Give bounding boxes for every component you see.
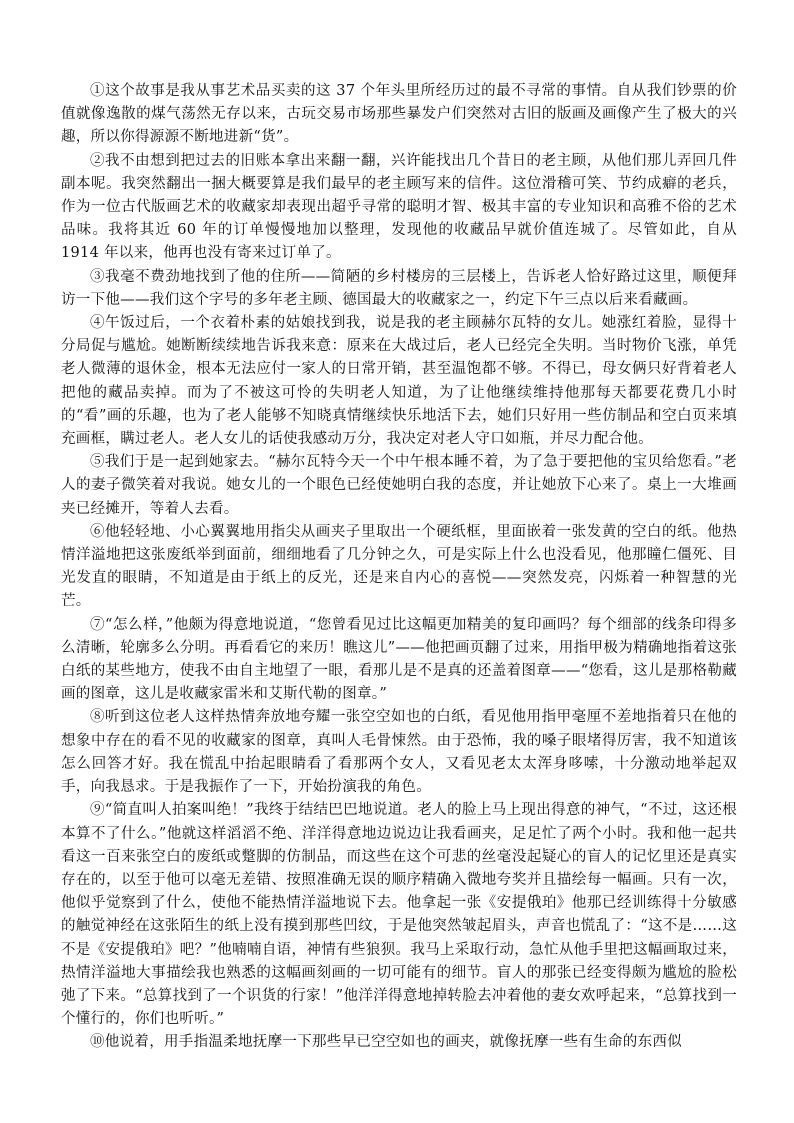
paragraph-10: ⑩他说着，用手指温柔地抚摩一下那些早已空空如也的画夹，就像抚摩一些有生命的东西似	[90, 1034, 682, 1051]
paragraph-2: ②我不由想到把过去的旧账本拿出来翻一翻，兴许能找出几个昔日的老主顾，从他们那儿弄回几件副本呢。我突然翻出一捆大概要算是我们最早的老主顾写来的信件。这位滑稽可笑、节约成癖的老兵，作为一位古代版画艺术的收藏家却表现出超乎寻常的聪明才智、极其丰富的专业知识和高雅不俗的艺术品味。我将其近 60 年的订单慢慢地加以整理，发现他的收藏品早就价值连城了。尽管如此，自从 1914 年以来，他再也没有寄来过订单了。	[61, 152, 737, 262]
paragraph-7: ⑦“怎么样，”他颇为得意地说道，“您曾看见过比这幅更加精美的复印画吗？每个细部的线条印得多么清晰，轮廓多么分明。再看看它的来历！瞧这儿”——他把画页翻了过来，用指甲极为精确地指着这张白纸的某些地方，使我不由自主地望了一眼，看那儿是不是真的还盖着图章——“您看，这儿是那格勒藏画的图章，这儿是收藏家雷米和艾斯代勒的图章。”	[61, 616, 737, 703]
paragraph-6: ⑥他轻轻地、小心翼翼地用指尖从画夹子里取出一个硬纸框，里面嵌着一张发黄的空白的纸。他热情洋溢地把这张废纸举到面前，细细地看了几分钟之久，可是实际上什么也没看见，他那瞳仁僵死、目光发直的眼睛，不知道是由于纸上的反光，还是来自内心的喜悦——突然发亮，闪烁着一种智慧的光芒。	[61, 523, 737, 610]
paragraph-5: ⑤我们于是一起到她家去。“赫尔瓦特今天一个中午根本睡不着，为了急于要把他的宝贝给您看。”老人的妻子微笑着对我说。她女儿的一个眼色已经使她明白我的态度，并让她放下心来了。桌上一大堆画夹已经摊开，等着人去看。	[61, 454, 737, 517]
paragraph-8: ⑧听到这位老人这样热情奔放地夸耀一张空空如也的白纸，看见他用指甲毫厘不差地指着只在他的想象中存在的看不见的收藏家的图章，真叫人毛骨悚然。由于恐怖，我的嗓子眼堵得厉害，我不知道该怎么回答才好。我在慌乱中抬起眼睛看了看那两个女人，又看见老太太浑身哆嗦，十分激动地举起双手，向我恳求。于是我振作了一下，开始扮演我的角色。	[61, 709, 737, 796]
article-body	[61, 80, 737, 1055]
paragraph-1: ①这个故事是我从事艺术品买卖的这 37 个年头里所经历过的最不寻常的事情。自从我们钞票的价值就像逸散的煤气荡然无存以来，古玩交易市场那些暴发户们突然对古旧的版画及画像产生了极大的兴趣，所以你得源源不断地进新“货”。	[61, 83, 737, 146]
paragraph-9: ⑨“简直叫人拍案叫绝！”我终于结结巴巴地说道。老人的脸上马上现出得意的神气，“不过，这还根本算不了什么。”他就这样滔滔不绝、洋洋得意地边说边让我看画夹，足足忙了两个小时。我和他一起共看这一百来张空白的废纸或蹩脚的仿制品，而这些在这个可悲的丝毫没起疑心的盲人的记忆里还是真实存在的，以至于他可以毫无差错、按照准确无误的顺序精确入微地夸奖并且描绘每一幅画。只有一次，他似乎觉察到了什么，使他不能热情洋溢地说下去。他拿起一张《安提俄珀》他那已经训练得十分敏感的触觉神经在这张陌生的纸上没有摸到那些凹纹，于是他突然皱起眉头，声音也慌乱了：“这不是……这不是《安提俄珀》吧？”他喃喃自语，神情有些狼狈。我马上采取行动，急忙从他手里把这幅画取过来，热情洋溢地大事描绘我也熟悉的这幅画刻画的一切可能有的细节。盲人的那张已经变得颇为尴尬的脸松弛了下来。“总算找到了一个识货的行家！”他洋洋得意地掉转脸去冲着他的妻女欢呼起来，“总算找到一个懂行的，你们也听听。”	[61, 802, 737, 1028]
paragraph-4: ④午饭过后，一个衣着朴素的姑娘找到我，说是我的老主顾赫尔瓦特的女儿。她涨红着脸，显得十分局促与尴尬。她断断续续地告诉我来意：原来在大战过后，老人已经完全失明。当时物价飞涨，单凭老人微薄的退休金，根本无法应付一家人的日常开销，甚至温饱都不够。不得已，母女俩只好背着老人把他的藏品卖掉。而为了不被这可怜的失明老人知道，为了让他继续维持他那每天都要花费几小时的“看”画的乐趣，也为了老人能够不知晓真情继续快乐地活下去，她们只好用一些仿制品和空白页来填充画框，瞒过老人。老人女儿的话使我感动万分，我决定对老人守口如瓶，并尽力配合他。	[61, 315, 737, 448]
paragraph-3: ③我毫不费劲地找到了他的住所——简陋的乡村楼房的三层楼上，告诉老人恰好路过这里，顺便拜访一下他——我们这个字号的多年老主顾、德国最大的收藏家之一，约定下午三点以后来看藏画。	[61, 268, 737, 308]
